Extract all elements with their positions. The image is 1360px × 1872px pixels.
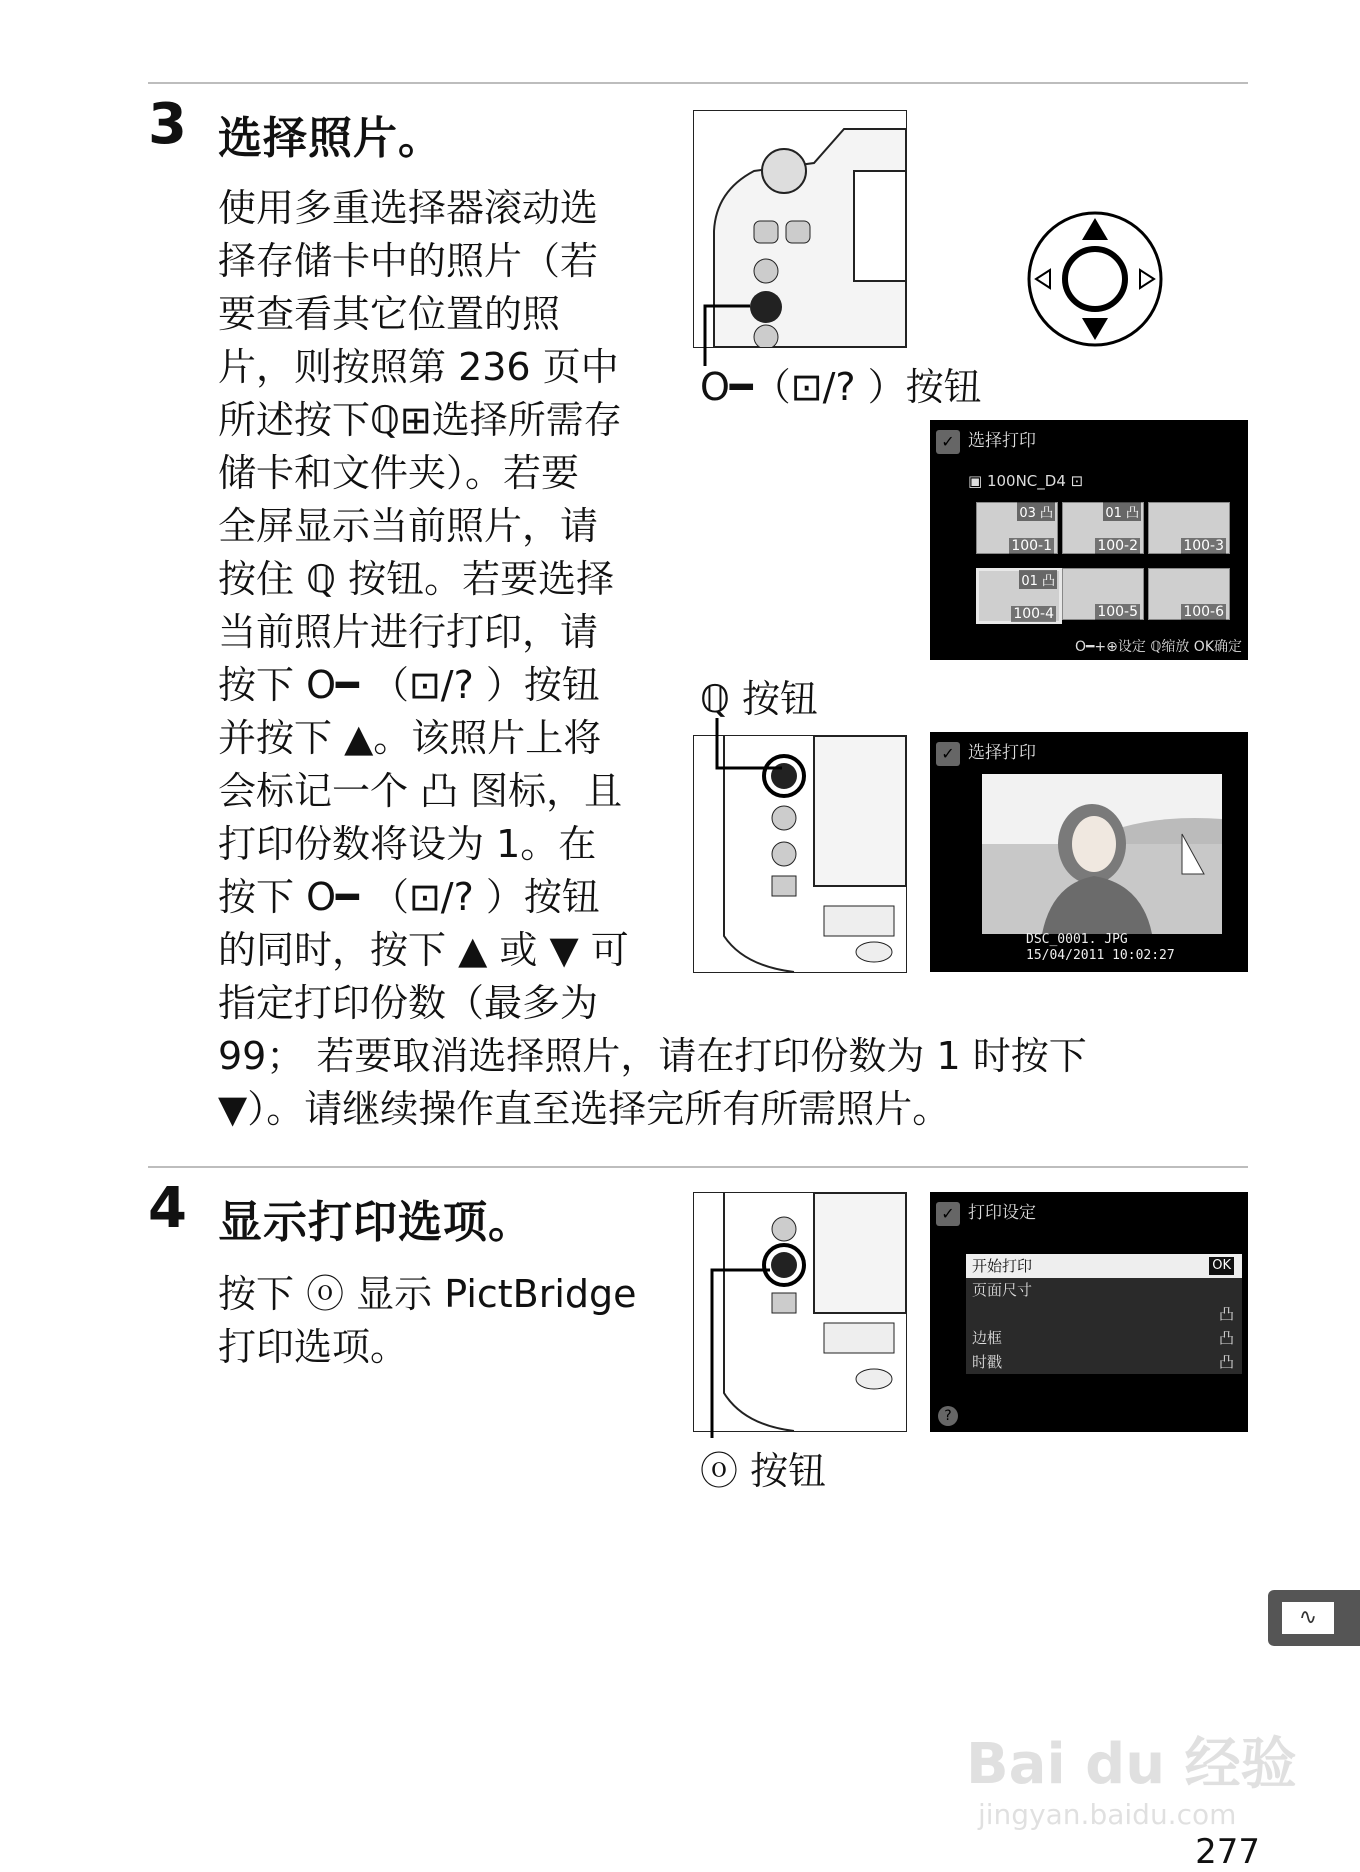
menu-item-label: 时戳 — [972, 1353, 1003, 1371]
print-icon: 凸 — [1218, 1353, 1234, 1371]
screen1-footer: O━+⊕设定 ℚ缩放 OK确定 — [1074, 639, 1242, 655]
step3-body-line: 储卡和文件夹）。若要 — [218, 451, 580, 495]
step3-body-line: 按下 O━ （⊡/? ）按钮 — [218, 663, 600, 707]
print-setup-menu-item — [966, 1278, 1242, 1302]
thumbnail — [1062, 502, 1144, 554]
print-count-badge: 01 凸 — [1103, 502, 1141, 521]
thumbnail — [976, 568, 1062, 624]
step3-body-line: 全屏显示当前照片，请 — [218, 504, 599, 548]
thumbnail — [1148, 502, 1230, 554]
thumbnail — [1148, 568, 1230, 620]
step3-body-line: 当前照片进行打印，请 — [218, 610, 599, 654]
menu-tab-icon: ✓ — [936, 430, 960, 454]
step4-number: 4 — [148, 1176, 187, 1241]
menu-item-label: 边框 — [972, 1329, 1003, 1347]
protect-button-caption: O━（⊡/? ）按钮 — [700, 365, 982, 409]
thumbnail-label: 100-2 — [1097, 538, 1138, 554]
thumbnail-label: 100-4 — [1013, 606, 1054, 622]
step3-body-line: 片，则按照第 236 页中 — [218, 345, 619, 389]
thumbnail-label: 100-5 — [1097, 604, 1138, 620]
step3-body-line: 指定打印份数（最多为 — [218, 981, 599, 1025]
step3-body-line: 按住 ℚ 按钮。若要选择 — [218, 557, 615, 601]
thumbnail — [1062, 568, 1144, 620]
zoom-button-caption: ℚ 按钮 — [700, 677, 818, 721]
print-count-badge: 03 凸 — [1017, 502, 1055, 521]
step3-body-line: 所述按下ℚ⊞选择所需存 — [218, 398, 622, 442]
step4-title: 显示打印选项。 — [218, 1197, 533, 1248]
step3-body-continued — [218, 1030, 1258, 1136]
step3-body-line: 要查看其它位置的照 — [218, 292, 561, 336]
step3-number: 3 — [148, 92, 187, 157]
step4-body — [218, 1268, 678, 1374]
photo-datetime: 15/04/2011 10:02:27 — [1026, 948, 1175, 963]
step3-body-line: 择存储卡中的照片（若 — [218, 239, 599, 283]
step3-body-line: 使用多重选择器滚动选 — [218, 186, 599, 230]
menu-item-label: 开始打印 — [972, 1257, 1033, 1275]
screen1-title: 选择打印 — [968, 431, 1036, 451]
section-rule — [148, 1166, 1248, 1168]
step3-body-line: 并按下 ▲。该照片上将 — [218, 716, 602, 760]
thumbnail-label: 100-1 — [1011, 538, 1052, 554]
thumbnail — [976, 502, 1058, 554]
ok-button-caption: ⓞ 按钮 — [700, 1449, 827, 1493]
multi-selector-icon — [1026, 210, 1164, 348]
step3-body-line: 按下 O━ （⊡/? ）按钮 — [218, 875, 600, 919]
step3-body-line: 会标记一个 凸 图标，且 — [218, 769, 623, 813]
help-icon: ? — [938, 1406, 958, 1426]
select-print-thumbnail-screen — [930, 420, 1248, 660]
ok-badge: OK — [1209, 1257, 1234, 1275]
step3-body-line: 99； 若要取消选择照片，请在打印份数为 1 时按下 — [218, 1034, 1087, 1078]
print-setup-menu-item — [966, 1326, 1242, 1350]
print-setup-menu-item — [966, 1350, 1242, 1374]
top-rule — [148, 82, 1248, 84]
step3-body-line: ▼）。请继续操作直至选择完所有所需照片。 — [218, 1087, 951, 1131]
screen2-title: 选择打印 — [968, 743, 1036, 763]
chapter-tab — [1268, 1590, 1360, 1646]
print-icon: 凸 — [1218, 1329, 1234, 1347]
thumbnail-label: 100-3 — [1183, 538, 1224, 554]
menu-tab-icon: ✓ — [936, 1202, 960, 1226]
step3-body-line: 打印份数将设为 1。在 — [218, 822, 597, 866]
step3-title: 选择照片。 — [218, 113, 443, 164]
folder-label: ▣ 100NC_D4 ⊡ — [968, 472, 1084, 490]
menu-item-label: 页面尺寸 — [972, 1281, 1033, 1299]
select-print-fullframe-screen — [930, 732, 1248, 972]
baidu-watermark-url: jingyan.baidu.com — [978, 1798, 1237, 1831]
screen3-title: 打印设定 — [968, 1203, 1036, 1223]
callout-line-ok — [700, 1260, 780, 1440]
photo-filename: DSC_0001. JPG — [1026, 932, 1128, 947]
baidu-watermark: Bai du 经验 — [966, 1732, 1297, 1797]
menu-tab-icon: ✓ — [936, 742, 960, 766]
connection-icon: ∿ — [1282, 1602, 1334, 1634]
step3-body-line: 的同时，按下 ▲ 或 ▼ 可 — [218, 928, 629, 972]
page-number: 277 — [1195, 1832, 1260, 1872]
callout-line-zoom — [712, 718, 792, 778]
step3-body — [218, 182, 678, 1030]
print-count-badge: 01 凸 — [1019, 570, 1057, 589]
step4-body-line: 按下 ⓞ 显示 PictBridge — [218, 1272, 637, 1316]
step4-body-line: 打印选项。 — [218, 1325, 409, 1369]
thumbnail-label: 100-6 — [1183, 604, 1224, 620]
print-setup-menu-item — [966, 1302, 1242, 1326]
print-icon: 凸 — [1218, 1305, 1234, 1323]
print-setup-screen — [930, 1192, 1248, 1432]
print-setup-menu-item — [966, 1254, 1242, 1278]
fullframe-photo — [982, 774, 1222, 934]
